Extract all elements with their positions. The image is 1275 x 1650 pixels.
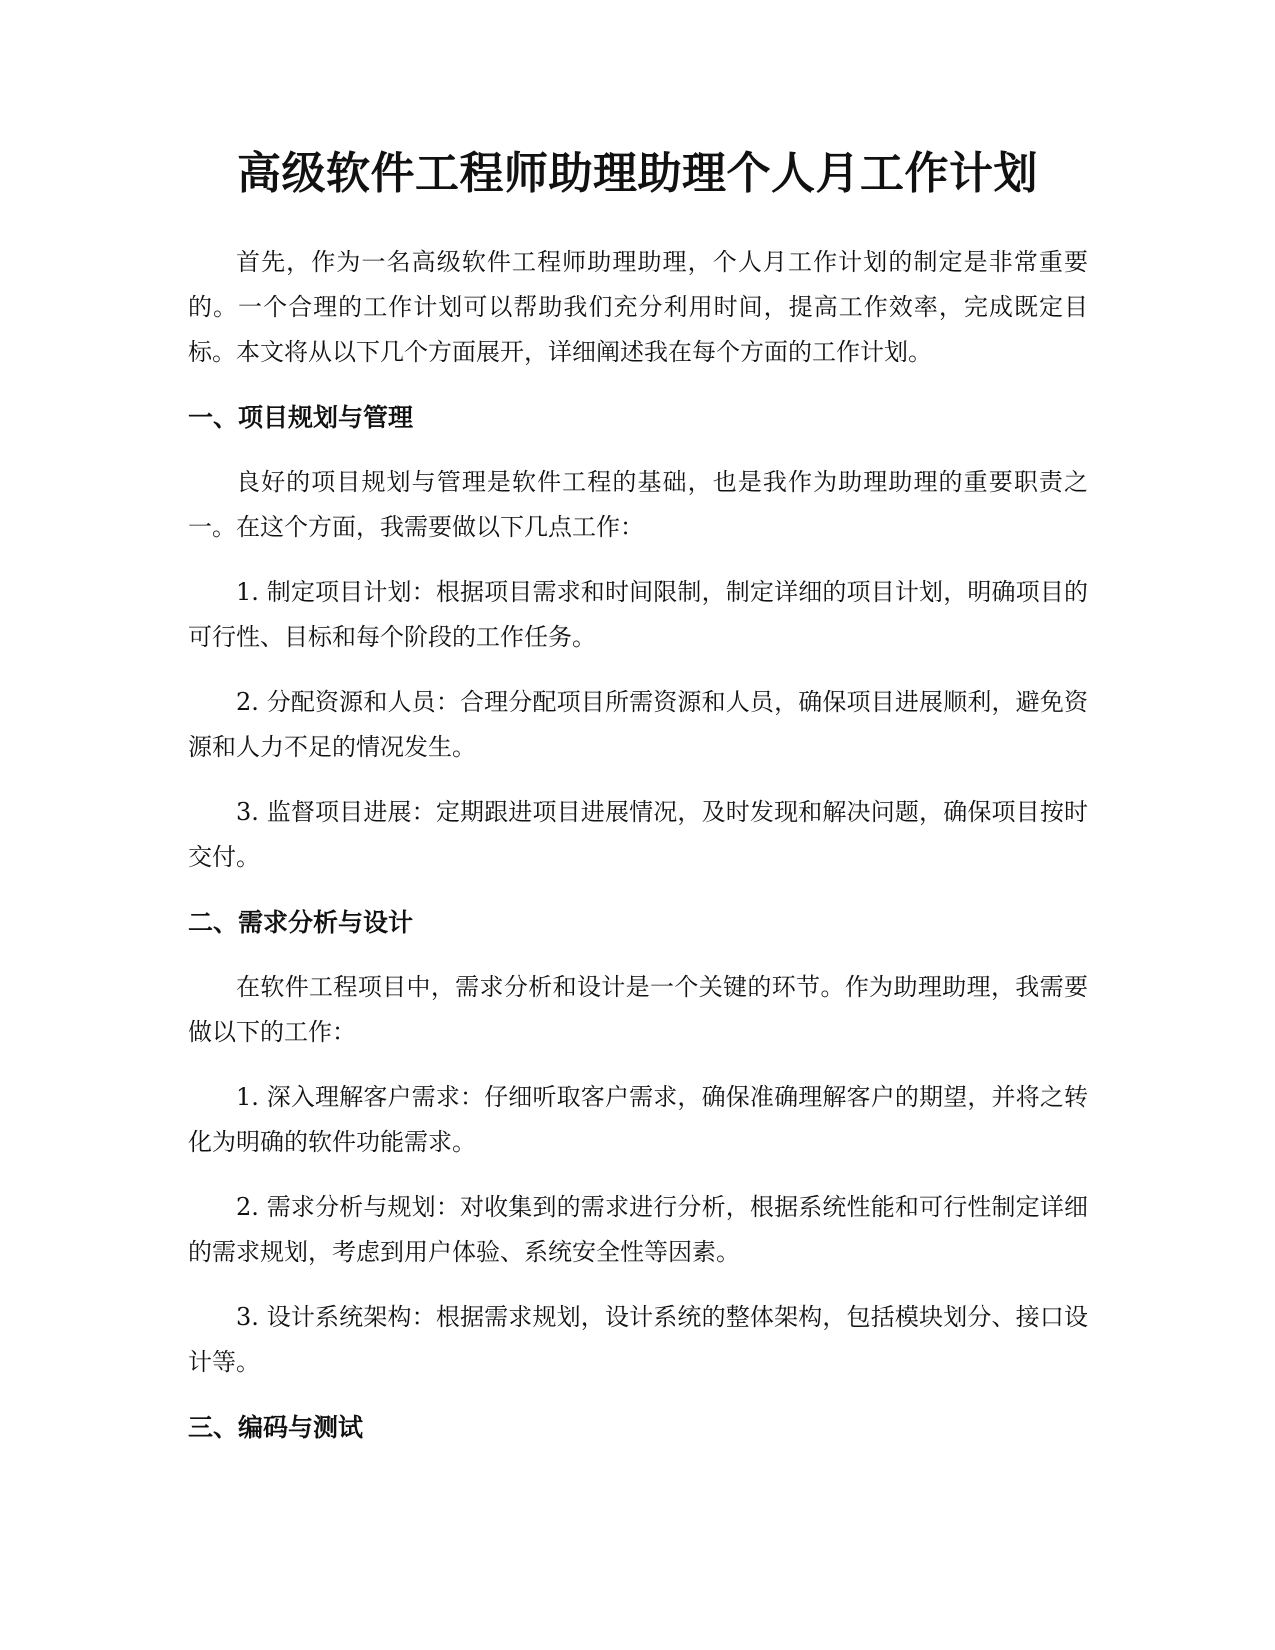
document-title: 高级软件工程师助理助理个人月工作计划 [237, 148, 1038, 199]
section-heading-planning: 一、项目规划与管理 [188, 403, 414, 432]
list-item: 3. 设计系统架构：根据需求规划，设计系统的整体架构，包括模块划分、接口设计等。 [188, 1303, 1088, 1376]
list-item: 2. 分配资源和人员：合理分配项目所需资源和人员，确保项目进展顺利，避免资源和人力不足的情况发生。 [188, 688, 1088, 761]
list-item: 2. 需求分析与规划：对收集到的需求进行分析，根据系统性能和可行性制定详细的需求规划，考虑到用户体验、系统安全性等因素。 [188, 1193, 1088, 1266]
list-item: 1. 深入理解客户需求：仔细听取客户需求，确保准确理解客户的期望，并将之转化为明确的软件功能需求。 [188, 1083, 1088, 1156]
section-intro-requirements: 在软件工程项目中，需求分析和设计是一个关键的环节。作为助理助理，我需要做以下的工作： [188, 973, 1088, 1046]
intro-paragraph: 首先，作为一名高级软件工程师助理助理，个人月工作计划的制定是非常重要的。一个合理的工作计划可以帮助我们充分利用时间，提高工作效率，完成既定目标。本文将从以下几个方面展开，详细阐述我在每个方面的工作计划。 [188, 248, 1088, 366]
list-item: 3. 监督项目进展：定期跟进项目进展情况，及时发现和解决问题，确保项目按时交付。 [188, 798, 1088, 871]
document-body [188, 240, 1088, 1470]
list-item: 1. 制定项目计划：根据项目需求和时间限制，制定详细的项目计划，明确项目的可行性、目标和每个阶段的工作任务。 [188, 578, 1088, 651]
section-heading-requirements: 二、需求分析与设计 [188, 908, 414, 937]
section-intro-planning: 良好的项目规划与管理是软件工程的基础，也是我作为助理助理的重要职责之一。在这个方面，我需要做以下几点工作： [188, 468, 1088, 541]
section-heading-coding: 三、编码与测试 [188, 1413, 364, 1442]
